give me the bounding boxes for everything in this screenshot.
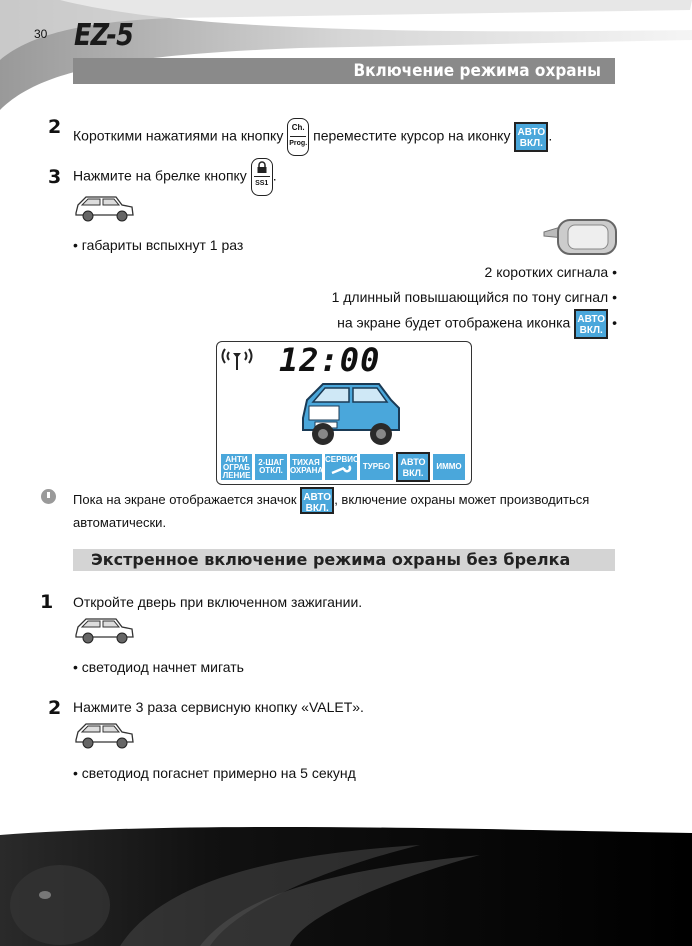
step2-text-after: переместите курсор на иконку xyxy=(313,127,511,144)
auto-on-icon xyxy=(574,309,608,339)
seg-l3: ЛЕНИЕ xyxy=(222,471,251,480)
right-line-3-end: • xyxy=(612,314,617,331)
step-number: 3 xyxy=(48,166,62,188)
step-number: 1 xyxy=(40,591,54,613)
right-line-3-text: на экране будет отображена иконка xyxy=(337,314,571,331)
auto-icon-line2: ВКЛ. xyxy=(305,503,329,514)
wrench-icon xyxy=(330,464,352,476)
note-text-before: Пока на экране отображается значок xyxy=(73,491,297,507)
lcd-seg-silent xyxy=(290,454,322,480)
car-front-icon xyxy=(301,378,401,448)
lcd-seg-turbo xyxy=(360,454,393,480)
step2-text xyxy=(73,118,552,156)
auto-icon-line1: АВТО xyxy=(577,314,606,325)
seg-l1: СЕРВИС xyxy=(325,455,359,464)
seg-l2: ОХРАНА xyxy=(290,466,324,475)
auto-on-icon xyxy=(514,122,548,152)
button-top-label: Ch. xyxy=(291,123,305,132)
seg-l2: ОГРАБ xyxy=(223,463,250,472)
seg-l1: АНТИ xyxy=(225,455,248,464)
right-line-2: 1 длинный повышающийся по тону сигнал • xyxy=(331,289,617,305)
e-step1-text: Откройте дверь при включенном зажигании. xyxy=(73,594,363,610)
seg-l1: ТИХАЯ xyxy=(292,458,320,467)
section-bar xyxy=(73,549,615,571)
seg-l1: ТУРБО xyxy=(362,462,391,471)
auto-icon-line2: ВКЛ. xyxy=(579,325,603,336)
bullet-text: • светодиод погаснет примерно на 5 секунд xyxy=(73,765,356,781)
step-number: 2 xyxy=(48,116,62,138)
lock-button-icon xyxy=(251,158,273,196)
keyfob-icon xyxy=(542,216,618,258)
header-title: Включение режима охраны xyxy=(353,61,601,81)
seg-l1: АВТО xyxy=(400,457,426,467)
step-number: 2 xyxy=(48,697,62,719)
brand-logo: EZ-5 xyxy=(74,18,133,53)
lcd-seg-antitheft xyxy=(221,454,252,480)
step2-end: . xyxy=(548,127,553,144)
ch-prog-button-icon xyxy=(287,118,309,156)
note-line2: автоматически. xyxy=(73,515,167,530)
antenna-icon xyxy=(219,345,255,371)
lcd-seg-service xyxy=(325,454,357,480)
auto-icon-line2: ВКЛ. xyxy=(519,138,543,149)
page-number: 30 xyxy=(34,27,48,41)
seg-l1: 2-ШАГ xyxy=(258,458,284,467)
lcd-seg-2step xyxy=(255,454,287,480)
seg-l1: ИММО xyxy=(436,462,462,471)
footer-jaguar-decoration xyxy=(0,825,692,946)
button-bottom-label: SS1 xyxy=(255,180,269,187)
note-text-after: , включение охраны может производиться xyxy=(334,491,590,507)
auto-icon-line1: АВТО xyxy=(303,492,332,503)
lcd-seg-auto-on xyxy=(396,452,430,482)
step3-end: . xyxy=(272,167,277,184)
note-line1 xyxy=(73,487,589,514)
header-bar xyxy=(73,58,615,84)
lcd-seg-immo xyxy=(433,454,465,480)
car-icon xyxy=(72,615,136,647)
right-line-3 xyxy=(337,309,617,339)
right-line-1: 2 коротких сигнала • xyxy=(484,264,617,280)
bullet-text: • светодиод начнет мигать xyxy=(73,659,244,675)
lcd-screen xyxy=(216,341,472,485)
bullet-text: • габариты вспыхнут 1 раз xyxy=(73,237,244,253)
auto-icon-line1: АВТО xyxy=(517,127,546,138)
e-step2-text: Нажмите 3 раза сервисную кнопку «VALET». xyxy=(73,699,364,715)
auto-on-icon xyxy=(300,487,334,514)
header-swoosh-decoration xyxy=(0,0,692,110)
info-icon xyxy=(41,489,56,504)
step3-text xyxy=(73,158,277,196)
car-icon xyxy=(72,720,136,752)
section-title: Экстренное включение режима охраны без брелка xyxy=(91,550,571,569)
lcd-time: 12:00 xyxy=(279,341,381,379)
step2-text-before: Короткими нажатиями на кнопку xyxy=(73,127,284,144)
step3-label: Нажмите на брелке кнопку xyxy=(73,167,247,184)
seg-l2: ОТКЛ. xyxy=(259,466,283,475)
car-icon xyxy=(72,193,136,225)
seg-l2: ВКЛ. xyxy=(402,468,424,478)
button-bottom-label: Prog. xyxy=(289,140,308,147)
